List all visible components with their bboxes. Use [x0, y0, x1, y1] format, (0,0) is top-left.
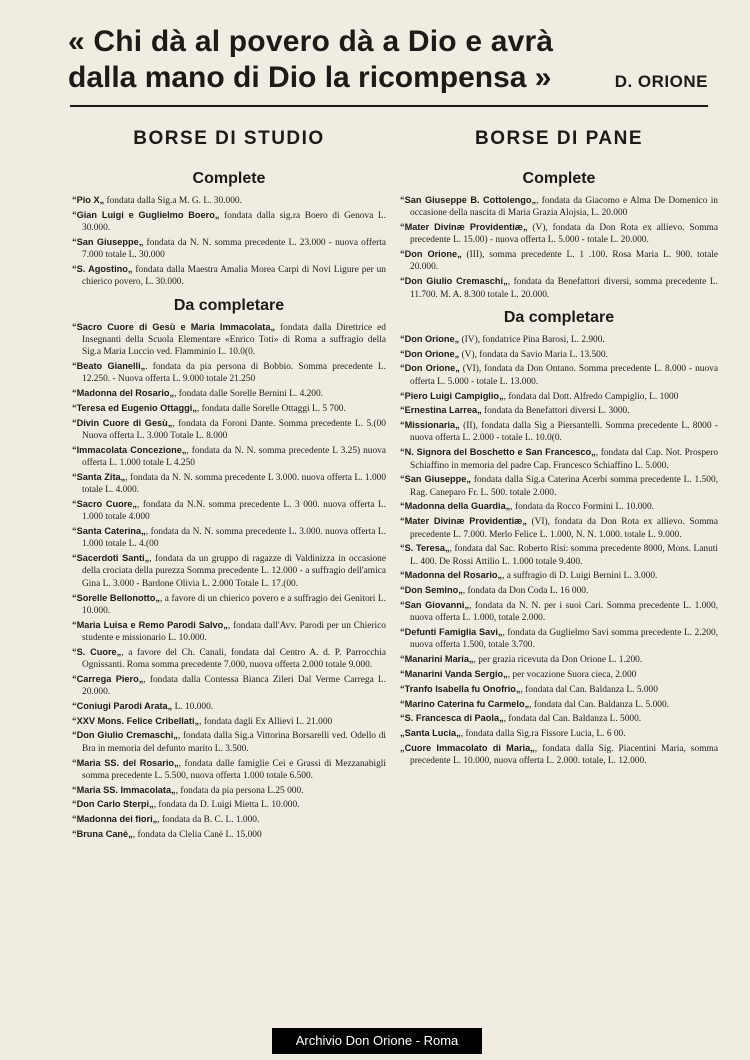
list-item [72, 498, 386, 524]
fund-name: “Madonna del Rosario„ [400, 570, 503, 581]
fund-name: “Don Giulio Cremaschi„ [400, 276, 508, 287]
fund-description: , fondata dal Dott. Alfredo Campiglio, L. 1000 [503, 391, 679, 402]
list-item [72, 402, 386, 415]
fund-name: “San Giuseppe„ [400, 474, 471, 485]
fund-name: “Manarini Maria„ [400, 654, 474, 665]
fund-name: “Gian Luigi e Guglielmo Boero„ [72, 209, 220, 220]
fund-name: “Immacolata Concezione„ [72, 444, 187, 455]
fund-name: “Madonna dei fiori„ [72, 814, 158, 825]
fund-name: “Teresa ed Eugenio Ottaggi„ [72, 402, 197, 413]
fund-name: “San Giuseppe„ [72, 236, 144, 247]
list-item [72, 387, 386, 400]
list-item [72, 263, 386, 289]
fund-name: „Cuore Immacolato di Maria„ [400, 742, 535, 753]
fund-description: (V), fondata da Don Rota ex allievo. Somma precedente L. 15.00) - nuova offerta L. 5.000 - totale L. 20.000. [410, 223, 718, 246]
fund-name: “Maria Luisa e Remo Parodi Salvo„ [72, 619, 228, 630]
fund-name: “S. Teresa„ [400, 543, 450, 554]
fund-description: , per vocazione Suora cieca, 2.000 [507, 670, 637, 680]
section-heading-incomplete: Da completare [503, 308, 615, 326]
section-heading-incomplete: Da completare [173, 296, 285, 314]
list-item [400, 473, 718, 499]
fund-description: , fondata dall'Avv. Parodi per un Chierico studente e missionario L. 10.000. [82, 620, 386, 643]
fund-name: “Maria SS. del Rosario„ [72, 757, 179, 768]
list-item [72, 798, 386, 811]
fund-name: “Missionaria„ [400, 420, 460, 431]
list-item [72, 525, 386, 551]
fund-description: fondata da N. N. somma precedente L. 23.000 - nuova offerta 7.000 totale L. 30.000 [82, 237, 386, 261]
list-item [72, 417, 386, 443]
fund-description: (III), somma precedente L. 1 .100. Rosa Maria L. 900. totale 20.000. [410, 250, 718, 273]
section-heading-complete: Complete [522, 170, 596, 187]
fund-name: “Manarini Vanda Sergio„ [400, 669, 508, 679]
column-borse-di-studio [72, 120, 386, 843]
fund-description: (V), fondata da Savio Maria L. 13.500. [459, 349, 608, 360]
list-item [72, 209, 386, 235]
list-item [400, 742, 718, 768]
fund-description: , a suffragio di D. Luigi Bernini L. 3.000. [502, 571, 658, 582]
fund-name: “Madonna del Rosario„ [72, 388, 175, 399]
list-item [72, 360, 386, 386]
fund-description: , fondata da Clelia Canè L. 15.000 [132, 830, 262, 841]
list-item [72, 592, 386, 618]
fund-description: , fondata da N.N. somma precedente L. 3 000. nuova offerta L. 1.000 totale 4.000 [82, 499, 386, 523]
fund-name: “San Giuseppe B. Cottolengo„ [400, 195, 537, 205]
fund-description: fondata dalla Sig.a M. G. L. 30.000. [104, 196, 242, 206]
entry-list [400, 333, 718, 768]
fund-name: “Madonna della Guardia„ [400, 501, 511, 512]
list-item [400, 333, 718, 346]
list-item [400, 275, 718, 301]
fund-name: “Divin Cuore di Gesù„ [72, 417, 173, 428]
fund-description: , fondata dal Can. Baldanza L. 5000. [503, 714, 642, 725]
list-item [72, 757, 386, 783]
fund-name: “Santa Caterina„ [72, 526, 146, 537]
fund-name: “Mater Divinæ Providentiæ„ [400, 222, 528, 233]
list-item [400, 727, 718, 740]
archive-footer-label: Archivio Don Orione - Roma [272, 1028, 482, 1054]
fund-description: (II), fondata dalla Sig a Piersantelli. Somma precedente L. 8000 - nuova offerta L. 2.000 - totale L. 10.0(0. [410, 421, 718, 444]
column-borse-di-pane [400, 120, 718, 769]
list-item [72, 471, 386, 497]
list-item [72, 700, 386, 713]
fund-name: “San Giovanni„ [400, 600, 470, 611]
fund-name: “S. Agostino„ [72, 263, 133, 274]
list-item [72, 646, 386, 672]
fund-name: “Ernestina Larrea„ [400, 405, 482, 416]
list-item [400, 626, 718, 652]
list-item [400, 712, 718, 725]
fund-description: , fondata da N. N. per i suoi Cari. Somma precedente L. 1.000, nuova offerta L. 1.000, totale 2.000. [410, 601, 719, 624]
fund-name: “Carrega Piero„ [72, 673, 144, 684]
fund-name: “Santa Zita„ [72, 471, 126, 482]
fund-description: fondata da Benefattori diversi L. 3000. [481, 406, 630, 417]
section-heading-complete: Complete [192, 170, 266, 187]
fund-description: , fondata da N. N. somma precedente L 3.000. nuova offerta L. 1.000 totale L. 4.000. [82, 472, 387, 496]
list-item [72, 321, 386, 359]
fund-name: “Beato Gianelli„ [72, 360, 146, 371]
list-item [72, 784, 386, 797]
fund-name: “Bruna Canè„ [72, 829, 133, 840]
list-item [400, 348, 718, 361]
entry-list [400, 194, 718, 301]
fund-description: , fondata dalla Contessa Bianca Zileri Dal Verme Carrega L. 20.000. [82, 674, 386, 698]
fund-name: “Don Semino„ [400, 585, 463, 596]
list-item [400, 515, 718, 541]
fund-description: , a favore di un chierico povero e a suffragio dei Genitori L. 10.000. [82, 593, 386, 616]
column-title: BORSE DI PANE [474, 128, 643, 149]
fund-name: “Don Orione„ [400, 363, 460, 374]
header-quote [68, 24, 708, 100]
quote-author: D. ORIONE [614, 72, 708, 91]
fund-description: . fondata da pia persona di Bobbio. Somma precedente L. 12.250. - Nuova offerta L. 9.000 totale 21.250 [82, 361, 386, 385]
fund-name: “Marino Caterina fu Carmelo„ [400, 698, 530, 709]
fund-name: “Tranfo Isabella fu Onofrio„ [400, 683, 521, 694]
entry-list [72, 321, 386, 842]
fund-description: , fondata dal Can. Baldanza L. 5.000 [520, 684, 658, 695]
list-item [400, 404, 718, 417]
fund-name: “S. Cuore„ [72, 646, 122, 657]
fund-name: “S. Francesca di Paola„ [400, 713, 504, 724]
fund-description: , a favore del Ch. Canali, fondata dal Centro A. d. P. Parrocchia Ognissanti. Roma somma precedente 7.000, nuova offerta 2.000 totale 9.000. [82, 647, 386, 670]
list-item [400, 584, 718, 597]
entry-list [72, 194, 386, 289]
list-item [400, 390, 718, 403]
fund-description: , fondata dalla Sig.ra Fissore Lucia, L. 6 00. [460, 729, 626, 740]
fund-description: , fondata dagli Ex Allievi L. 21.000 [199, 716, 333, 727]
fund-name: “Sacerdoti Santi„ [72, 553, 150, 564]
fund-description: , fondata dalla Sig. Piacentini Maria, somma precedente L. 10.000, nuova offerta L. 2.000. totale, L. 12.000. [410, 743, 718, 767]
list-item [400, 500, 718, 513]
list-item [72, 444, 386, 470]
fund-description: , fondata da Don Coda L. 16 000. [462, 586, 589, 597]
header-rule [70, 105, 708, 107]
column-title: BORSE DI STUDIO [133, 128, 325, 149]
fund-name: „Santa Lucia„ [400, 728, 461, 739]
fund-name: “Sacro Cuore di Gesù e Maria Immacolata„ [72, 321, 276, 332]
list-item [400, 362, 718, 388]
list-item [72, 715, 386, 728]
fund-name: “Defunti Famiglia Savi„ [400, 627, 503, 638]
fund-name: “Coniugi Parodi Arata„ [72, 700, 173, 711]
list-item [400, 542, 718, 568]
list-item [400, 419, 718, 445]
list-item [72, 236, 386, 262]
fund-description: fondata dalla Direttrice ed Insegnanti della Scuola Elementare «Enrico Toti» di Roma a suffragio della Sig.a Maria Luccio ved. Flamminio L. 10.0(0. [82, 322, 386, 358]
fund-description: , fondata da pia persona L.25 000. [175, 785, 304, 796]
list-item [400, 194, 718, 220]
fund-description: , fondata da D. Luigi Mietta L. 10.000. [153, 800, 300, 811]
fund-description: , fondata dalle famiglie Cei e Grassi di Mezzanabigli somma precedente L. 5.500, nuova offerta 1.000 totale 6.500. [82, 758, 387, 781]
fund-description: , fondata dalla Sig.a Vittorina Borsarelli ved. Odello di Bra in memoria del defunto marito L. 3.500. [82, 731, 386, 754]
fund-description: , fondata dalle Sorelle Ottaggi L. 5 700. [196, 403, 346, 414]
list-item [72, 673, 386, 699]
list-item [400, 599, 718, 625]
fund-name: “Maria SS. Immacolata„ [72, 784, 176, 795]
fund-description: , fondata da un gruppo di ragazze di Valdinizza in occasione della crociata della purezza Somma precedente L. 12.000 - a suffragio dell'amica Gina L. 3.000 - Bardone Olivia L. 2.000 Totale L. 17.(00. [82, 554, 386, 589]
quote-line-2: dalla mano di Dio la ricompensa » [68, 61, 552, 94]
fund-description: , fondata dalle Sorelle Bernini L. 4.200. [174, 389, 324, 400]
fund-description: (VI), fondata da Don Rota ex allievo. Somma precedente L. 7.000. Merlo Felice L. 1.000, N. N. 1.000. totale L. 9.000. [410, 517, 718, 540]
fund-name: “Sorelle Bellonotto„ [72, 592, 160, 603]
fund-description: , fondata dal Can. Baldanza L. 5.000. [529, 699, 669, 710]
fund-description: fondata dalla sig.ra Boero di Genova L. 30.000. [82, 210, 386, 234]
fund-name: “Don Carlo Sterpi„ [72, 799, 154, 810]
fund-description: , fondata da Giacomo e Alma De Domenico in occasione della nascita di Maria Grazia Alojsia, L. 20.000 [410, 196, 718, 219]
list-item [400, 446, 718, 472]
list-item [400, 683, 718, 696]
fund-name: “Pio X„ [72, 195, 105, 205]
fund-description: , fondata dal Cap. Not. Prospero Schiaffino in memoria del padre Cap. Francesco Schiaffino L. 5.000. [410, 448, 719, 471]
list-item [72, 729, 386, 755]
fund-name: “Don Giulio Cremaschi„ [72, 730, 178, 741]
fund-name: “Piero Luigi Campiglio„ [400, 390, 504, 401]
fund-description: , fondata dal Sac. Roberto Risi: somma precedente 8000, Mons. Lanuti L. 400. De Rossi Attilio L. 1.000 totale 9.400. [410, 544, 718, 567]
fund-description: , fondata da Benefattori diversi, somma precedente L. 11.700. M. A. 8.300 totale L. 20.000. [410, 277, 718, 300]
list-item [400, 653, 718, 666]
fund-description: , fondata da N. N. somma precedente L 3.25) nuova offerta L. 1.000 totale L 4.250 [82, 445, 387, 469]
list-item [72, 552, 386, 590]
fund-name: “Mater Divinæ Providentiæ„ [400, 516, 527, 527]
list-item [72, 194, 386, 207]
fund-description: , fondata da N. N. somma precedente L. 3.000. nuova offerta L. 1.000 totale L. 4.(00 [82, 527, 386, 550]
list-item [72, 828, 386, 841]
list-item [72, 813, 386, 826]
list-item [400, 248, 718, 274]
fund-description: (VI), fondata da Don Ontano. Somma precedente L. 8.000 - nuova offerta L. 5.000 - totale L. 13.000. [410, 364, 718, 387]
fund-description: L. 10.000. [172, 701, 214, 712]
fund-description: , per grazia ricevuta da Don Orione L. 1.200. [473, 655, 643, 666]
fund-description: , fondata da B. C. L. 1.000. [157, 815, 260, 826]
fund-description: , fondata da Guglielmo Savi somma precedente L. 2.200, nuova offerta 1.500, totale 3.700. [410, 628, 718, 651]
fund-description: fondata dalla Sig.a Caterina Acerbi somma precedente L. 1.500, Rag. Caneparo Fr. L. 500. totale 2.000. [410, 475, 718, 498]
fund-name: “Sacro Cuore„ [72, 498, 138, 509]
fund-description: (IV), fondatrice Pina Barosi, L. 2.900. [459, 334, 605, 345]
list-item [400, 569, 718, 582]
quote-line-1: « Chi dà al povero dà a Dio e avrà [68, 25, 554, 58]
fund-description: fondata dalla Maestra Amalia Morea Carpi di Novi Ligure per un chierico povero, L. 30.000. [82, 264, 386, 288]
list-item [72, 619, 386, 645]
fund-name: “Don Orione„ [400, 348, 460, 359]
fund-name: “Don Orione„ [400, 249, 462, 260]
fund-name: “Don Orione„ [400, 333, 460, 344]
quote-line-2-row [68, 60, 708, 100]
fund-name: “N. Signora del Boschetto e San Francesco„ [400, 447, 596, 458]
fund-name: “XXV Mons. Felice Cribellati„ [72, 715, 200, 726]
fund-description: , fondata da Foroni Dante. Somma precedente L. 5.(00 Nuova offerta L. 3.000 Totale L. 8.000 [82, 418, 386, 441]
fund-description: , fondata da Rocco Formini L. 10.000. [510, 502, 655, 513]
list-item [400, 668, 718, 681]
list-item [400, 221, 718, 247]
list-item [400, 698, 718, 711]
